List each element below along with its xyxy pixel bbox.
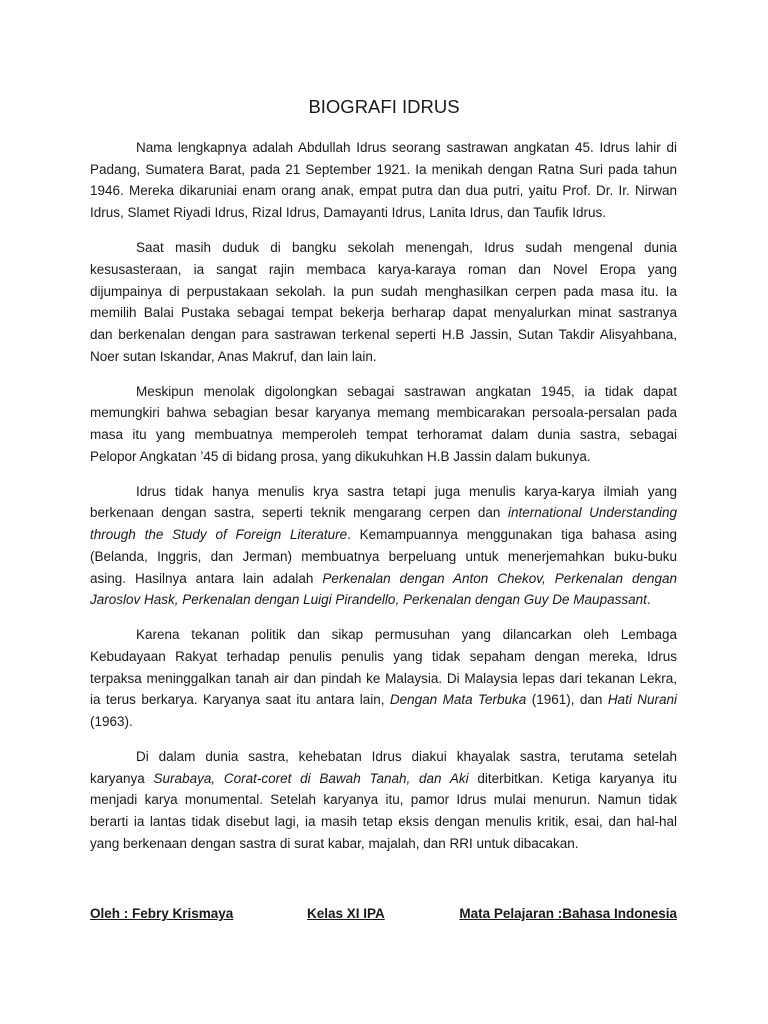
text-line [90,668,677,690]
footer-class: Kelas XI IPA [307,906,385,921]
italic-text: Surabaya, Corat-coret di Bawah Tanah, dan Aki [153,770,469,786]
text-segment: asing. Hasilnya antara lain adalah [90,570,323,586]
text-line [90,789,677,811]
text-segment: menjadi karya monumental. Setelah karyanya itu, pamor Idrus mulai menurun. Namun tidak [90,792,677,808]
text-line [90,833,677,855]
italic-text: Jaroslov Hask, Perkenalan dengan Luigi Pirandello, Perkenalan dengan Guy De Maupassant [90,592,647,608]
text-segment: 1946. Mereka dikaruniai enam orang anak, empat putra dan dua putri, yaitu Prof. Dr. Ir. Nirwan [90,183,677,199]
text-segment: Karena tekanan politik dan sikap permusuhan yang dilancarkan oleh Lembaga [136,627,677,643]
text-line [90,768,677,790]
text-segment: dijumpainya di perpustakaan sekolah. Ia pun sudah menghasilkan cerpen pada masa itu. Ia [90,283,677,299]
text-line [90,180,677,202]
footer-subject: Mata Pelajaran :Bahasa Indonesia [459,906,677,921]
text-segment: berarti ia lantas tidak disebut lagi, ia masih tetap eksis dengan menulis kritik, esai, dan hal-hal [90,814,677,830]
document-body [90,137,677,868]
text-segment: memungkiri bahwa sebagian besar karyanya memang membicarakan persoala-persalan pada [90,405,677,421]
text-segment: Padang, Sumatera Barat, pada 21 September 1921. Ia menikah dengan Ratna Suri pada tahun [90,161,677,177]
footer-author: Oleh : Febry Krismaya [90,906,234,921]
text-line [90,381,677,403]
text-line [90,346,677,368]
text-segment: Saat masih duduk di bangku sekolah menengah, Idrus sudah mengenal dunia [136,240,677,256]
text-line [90,568,677,590]
text-segment: Idrus tidak hanya menulis krya sastra tetapi juga menulis karya-karya ilmiah yang [136,483,677,499]
text-segment: dan berkenalan dengan para sastrawan terkenal seperti H.B Jassin, Sutan Takdir Alisyahbana, [90,326,677,342]
paragraph-1 [90,137,677,224]
text-line [90,746,677,768]
italic-text: through the Study of Foreign Literature [90,527,348,543]
text-segment: terpaksa meninggalkan tanah air dan pindah ke Malaysia. Di Malaysia lepas dari tekanan Lekra, [90,670,677,686]
text-segment: (1963). [90,714,133,730]
text-line [90,259,677,281]
text-line [90,402,677,424]
text-line [90,446,677,468]
text-line [90,546,677,568]
italic-text: Hati Nurani [607,692,677,708]
text-segment: . [646,592,651,608]
text-line [90,481,677,503]
text-segment: berkenaan dengan sastra, seperti teknik mengarang cerpen dan [90,505,509,521]
text-segment: Pelopor Angkatan ’45 di bidang prosa, yang dikukuhkan H.B Jassin dalam bukunya. [90,448,591,464]
text-segment: . Kemampuannya menggunakan tiga bahasa asing [347,527,677,543]
text-line [90,324,677,346]
text-segment: Kebudayaan Rakyat terhadap penulis penulis yang tidak sepaham dengan mereka, Idrus [90,648,677,664]
text-segment: (Belanda, Inggris, dan Jerman) membuatnya berpeluang untuk menerjemahkan buku-buku [90,548,677,564]
text-segment: Meskipun menolak digolongkan sebagai sastrawan angkatan 1945, ia tidak dapat [136,383,677,399]
text-line [90,302,677,324]
document-title: BIOGRAFI IDRUS [308,96,460,117]
text-line [90,281,677,303]
paragraph-5 [90,624,677,733]
paragraph-2 [90,237,677,367]
text-line [90,237,677,259]
text-line [90,589,677,611]
text-segment: diterbitkan. Ketiga karyanya itu [468,770,678,786]
text-line [90,524,677,546]
text-segment: masa itu yang membuatnya memperoleh tempat terhoramat dalam dunia sastra, sebagai [90,427,677,443]
text-segment: (1961), dan [526,692,608,708]
paragraph-6 [90,746,677,855]
text-line [90,711,677,733]
paragraph-4 [90,481,677,611]
italic-text: international Understanding [508,505,677,521]
text-line [90,811,677,833]
paragraph-3 [90,381,677,468]
document-footer [90,903,677,925]
text-segment: kesusasteraan, ia sangat rajin membaca karya-karaya roman dan Novel Eropa yang [90,261,677,277]
italic-text: Dengan Mata Terbuka [389,692,527,708]
text-line [90,689,677,711]
text-segment: yang berkenaan dengan sastra di surat kabar, majalah, dan RRI untuk dibacakan. [90,835,579,851]
text-segment: Idrus, Slamet Riyadi Idrus, Rizal Idrus, Damayanti Idrus, Lanita Idrus, dan Taufik Idrus. [90,205,606,221]
text-segment: karyanya [90,770,154,786]
text-line [90,624,677,646]
text-segment: Noer sutan Iskandar, Anas Makruf, dan lain lain. [90,348,377,364]
text-line [90,502,677,524]
text-segment: ia terus berkarya. Karyanya saat itu antara lain, [90,692,390,708]
text-line [90,646,677,668]
text-segment: memilih Balai Pustaka sebagai tempat bekerja berharap dapat menyalurkan minat sastranya [90,305,677,321]
text-line [90,137,677,159]
italic-text: Perkenalan dengan Anton Chekov, Perkenalan dengan [322,570,677,586]
text-segment: Nama lengkapnya adalah Abdullah Idrus seorang sastrawan angkatan 45. Idrus lahir di [136,140,677,155]
text-line [90,159,677,181]
text-line [90,424,677,446]
text-line [90,202,677,224]
text-segment: Di dalam dunia sastra, kehebatan Idrus diakui khayalak sastra, terutama setelah [136,749,677,765]
